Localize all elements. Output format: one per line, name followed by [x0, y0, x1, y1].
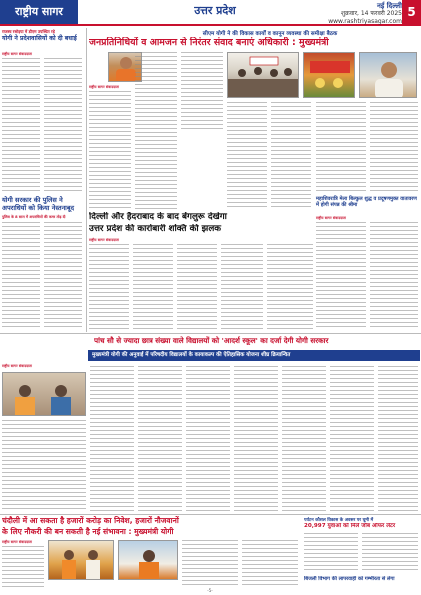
left-story2-kicker: पुलिस के 8 साल में अपराधियों की कमर तोड़ दी — [2, 215, 66, 219]
bottom-text-col-1 — [2, 546, 44, 588]
banner-byline: राष्ट्रीय सागर संवाददाता — [2, 364, 32, 368]
banner-text-col-5 — [282, 366, 326, 512]
masthead — [0, 0, 421, 26]
top-text-col-5 — [271, 102, 311, 210]
center-text-col-3 — [177, 244, 217, 330]
left-story2-headline: योगी सरकार की पुलिस ने अपराधियों को किया नेस्तनाबूद — [2, 196, 75, 212]
banner-subhead-text: मुख्यमंत्री योगी की अनुवाई में परिषदीय विद्यालयों के कायाकल्प की ऐतिहासिक योजना शीघ्र क्रियान्वित — [92, 352, 291, 358]
top-kicker: सीएम योगी ने की विकास कार्यों व कानून व्यवस्था की समीक्षा बैठक — [202, 31, 338, 37]
banner-text-col-3 — [186, 366, 230, 512]
left-kicker: राजस्व रसोइया में डीएम उपस्थित रहे — [2, 29, 55, 34]
left-article-text-2 — [44, 58, 82, 193]
divider — [0, 514, 421, 515]
bottom-right-headline: 20,997 युवाओं को मिले जॉब ऑफर लेटर — [304, 523, 396, 529]
left-story2-text-2 — [44, 222, 82, 330]
meeting-photo — [227, 52, 299, 98]
center-text-col-4 — [221, 244, 263, 330]
bottom-right-text-2 — [362, 533, 418, 573]
mid-right-text-2 — [370, 102, 418, 192]
top-text-col-1 — [89, 91, 131, 211]
center-headline-2: उत्तर प्रदेश की कारोबारी शक्ति की झलक — [89, 224, 222, 234]
brand-logo: राष्ट्रीय सागर — [0, 0, 78, 24]
footer-page-marker: -5- — [207, 588, 213, 593]
bottom-text-col-3 — [242, 540, 298, 588]
top-byline: राष्ट्रीय सागर संवाददाता — [89, 85, 119, 89]
mid-right-headline: महाशिवरात्रि मेला बिल्कुल शुद्ध व प्रदूषणमुक्त वातावरण में होगी संपन्न की श्रीमा — [316, 196, 417, 208]
portrait-photo — [359, 52, 417, 98]
center-headline-1: दिल्ली और हैदराबाद के बाद बेंगलुरू देखेगा — [89, 212, 227, 222]
banner-text-col-6 — [330, 366, 374, 512]
page-number: 5 — [402, 0, 421, 24]
center-text-col-2 — [133, 244, 173, 330]
bottom-headline-1: चंदौली में आ सकता है हजारों करोड़ का निवेश, हजारों नौजवानों — [2, 516, 179, 525]
banner-headline: पांच सौ से ज्यादा छात्र संख्या वाले विद्यालयों को 'आदर्श स्कूल' का दर्जा देगी योगी सरकार — [94, 336, 329, 345]
divider — [86, 28, 87, 332]
bottom-text-col-2 — [182, 540, 238, 588]
left-byline: राष्ट्रीय सागर संवाददाता — [2, 52, 32, 56]
event-photo — [303, 52, 355, 98]
edition-site: www.rashtriyasagar.com — [328, 18, 402, 25]
mid-right-text-4 — [370, 222, 418, 330]
school-photo — [2, 372, 86, 416]
mid-right-text-3 — [316, 222, 366, 330]
bottom-right-text — [304, 533, 358, 573]
top-headline: जनप्रतिनिधियों व आमजन से निरंतर संवाद बनाएं अधिकारी : मुख्यमंत्री — [89, 37, 329, 48]
banner-text-col-2 — [138, 366, 182, 512]
edition-info — [322, 2, 402, 26]
left-story2-text — [2, 222, 40, 330]
mid-right-text — [316, 102, 366, 192]
banner-text-col-7 — [378, 366, 418, 512]
top-text-col-3 — [181, 52, 223, 130]
bottom-right-story-headline: बिजली विभाग की लापरवाही को गम्भीरता से लेगा — [304, 576, 395, 582]
top-text-col-2 — [135, 52, 177, 211]
edition-city: नई दिल्ली — [376, 2, 402, 10]
divider — [0, 333, 421, 334]
section-title: उत्तर प्रदेश — [194, 4, 236, 17]
bottom-byline: राष्ट्रीय सागर संवाददाता — [2, 540, 32, 544]
mid-right-byline: राष्ट्रीय सागर संवाददाता — [316, 216, 346, 220]
top-text-col-4 — [227, 102, 267, 210]
left-headline: योगी ने प्रदेशवासियों को दी बधाई — [2, 35, 77, 42]
banner-text-col-0 — [2, 420, 86, 512]
edition-date: शुक्रवार, 14 फरवरी 2025 — [341, 10, 402, 17]
left-article-text — [2, 58, 40, 193]
banner-text-col-1 — [90, 366, 134, 512]
center-text-col-1 — [89, 244, 129, 330]
bottom-right-kicker: पर्यटन कौशल विकास के अवसर पर घूमी में — [304, 518, 374, 523]
stage-photo — [118, 540, 178, 580]
center-text-col-5 — [267, 244, 313, 330]
center-byline: राष्ट्रीय सागर संवाददाता — [89, 238, 119, 242]
chandauli-photo — [48, 540, 114, 580]
banner-text-col-4 — [234, 366, 278, 512]
bottom-headline-2: के लिए नौकरी की बन सकती है नई संभावना : मुख्यमंत्री योगी — [2, 527, 174, 536]
